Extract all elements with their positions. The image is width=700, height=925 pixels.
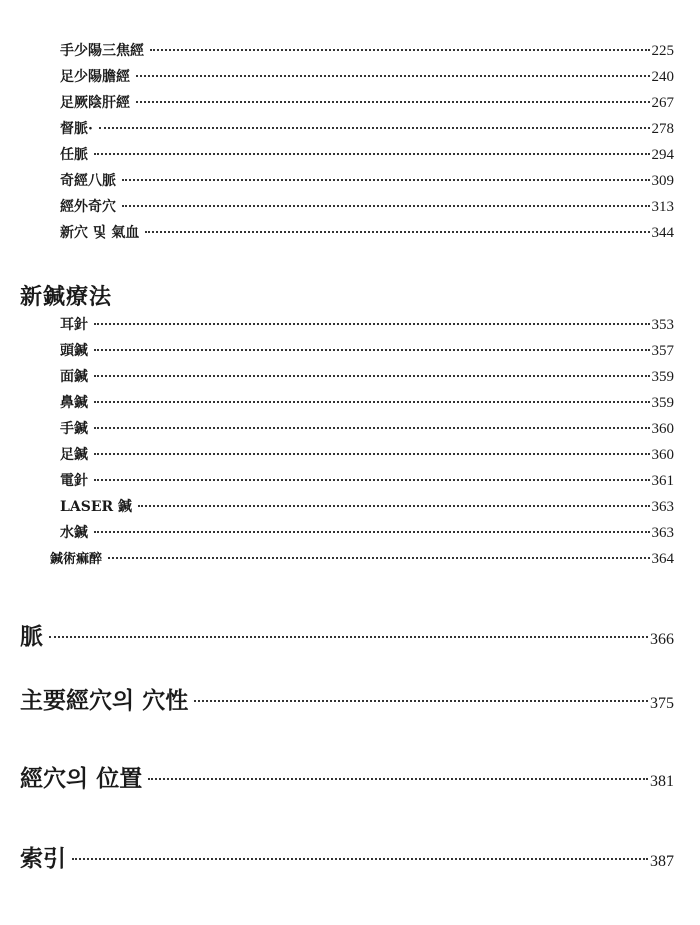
toc-entry-page: 360 [651, 447, 674, 463]
toc-entry[interactable] [60, 222, 674, 242]
toc-entry-title: 足厥陰肝經 [60, 95, 130, 111]
toc-entry-title: 手少陽三焦經 [60, 43, 144, 59]
dot-leader [94, 323, 650, 325]
toc-entry-page: 360 [651, 421, 674, 437]
section-heading: 新鍼療法 [20, 284, 113, 310]
toc-entry[interactable] [50, 548, 674, 568]
dot-leader [94, 349, 650, 351]
dot-leader [148, 778, 648, 780]
toc-chapter-title: 脈 [20, 623, 43, 650]
toc-entry[interactable] [60, 340, 674, 360]
toc-entry-title: 督脈· [60, 121, 93, 137]
toc-entry-title: 耳針 [60, 317, 88, 333]
dot-leader [99, 127, 650, 129]
toc-entry[interactable] [60, 366, 674, 386]
toc-entry[interactable] [60, 522, 674, 542]
toc-entry[interactable] [60, 40, 674, 60]
toc-entry[interactable] [60, 392, 674, 412]
toc-entry-page: 344 [651, 225, 674, 241]
toc-entry-title: 手鍼 [60, 421, 88, 437]
toc-entry-page: 363 [651, 525, 674, 541]
toc-entry-page: 225 [651, 43, 674, 59]
toc-entry[interactable] [60, 92, 674, 112]
toc-chapter-page: 381 [650, 773, 674, 790]
toc-entry[interactable] [60, 314, 674, 334]
toc-chapter-entry[interactable] [20, 682, 674, 715]
toc-entry-title: 經外奇穴 [60, 199, 116, 215]
toc-entry-page: 359 [651, 395, 674, 411]
toc-entry-title: 新穴 및 氣血 [60, 225, 140, 241]
dot-leader [150, 49, 650, 51]
dot-leader [122, 179, 650, 181]
toc-entry-title: 鼻鍼 [60, 395, 88, 411]
toc-entry-page: 364 [651, 551, 674, 567]
toc-chapter-page: 366 [650, 631, 674, 648]
toc-entry[interactable] [60, 118, 674, 138]
toc-entry-page: 278 [651, 121, 674, 137]
toc-entry-title: 面鍼 [60, 369, 88, 385]
toc-entry-page: 313 [651, 199, 674, 215]
toc-entry-page: 309 [651, 173, 674, 189]
toc-entry[interactable] [60, 170, 674, 190]
dot-leader [136, 75, 650, 77]
toc-entry[interactable] [60, 444, 674, 464]
dot-leader [122, 205, 650, 207]
dot-leader [94, 153, 650, 155]
toc-entry-page: 357 [651, 343, 674, 359]
toc-entry[interactable] [60, 496, 674, 516]
toc-chapter-entry[interactable] [20, 618, 674, 651]
toc-entry-title: 頭鍼 [60, 343, 88, 359]
toc-entry[interactable] [60, 66, 674, 86]
toc-chapter-entry[interactable] [20, 760, 674, 793]
toc-chapter-page: 387 [650, 853, 674, 870]
toc-entry-title: LASER 鍼 [60, 499, 132, 515]
toc-chapter-title: 索引 [20, 845, 66, 872]
dot-leader [94, 401, 650, 403]
toc-chapter-title: 主要經穴의 穴性 [20, 687, 189, 714]
toc-entry-title: 水鍼 [60, 525, 88, 541]
toc-chapter-page: 375 [650, 695, 674, 712]
dot-leader [108, 557, 649, 559]
dot-leader [194, 700, 648, 702]
toc-entry[interactable] [60, 418, 674, 438]
toc-chapter-entry[interactable] [20, 840, 674, 873]
dot-leader [94, 531, 650, 533]
toc-entry-title: 奇經八脈 [60, 173, 116, 189]
toc-entry-title: 鍼術痲醉 [50, 552, 103, 567]
toc-entry-title: 任脈 [60, 147, 88, 163]
toc-entry-title: 電針 [60, 473, 88, 489]
dot-leader [94, 375, 650, 377]
dot-leader [138, 505, 650, 507]
toc-entry-page: 294 [651, 147, 674, 163]
toc-entry-page: 267 [651, 95, 674, 111]
toc-entry[interactable] [60, 470, 674, 490]
toc-entry-page: 240 [651, 69, 674, 85]
dot-leader [136, 101, 650, 103]
dot-leader [145, 231, 649, 233]
toc-entry-page: 359 [651, 369, 674, 385]
toc-entry[interactable] [60, 196, 674, 216]
toc-entry-title: 足鍼 [60, 447, 88, 463]
toc-entry-page: 353 [651, 317, 674, 333]
toc-entry[interactable] [60, 144, 674, 164]
dot-leader [49, 636, 648, 638]
dot-leader [72, 858, 648, 860]
dot-leader [94, 453, 650, 455]
toc-entry-title: 足少陽膽經 [60, 69, 130, 85]
dot-leader [94, 427, 650, 429]
toc-chapter-title: 經穴의 位置 [20, 765, 143, 792]
toc-entry-page: 363 [651, 499, 674, 515]
dot-leader [94, 479, 650, 481]
toc-entry-page: 361 [651, 473, 674, 489]
